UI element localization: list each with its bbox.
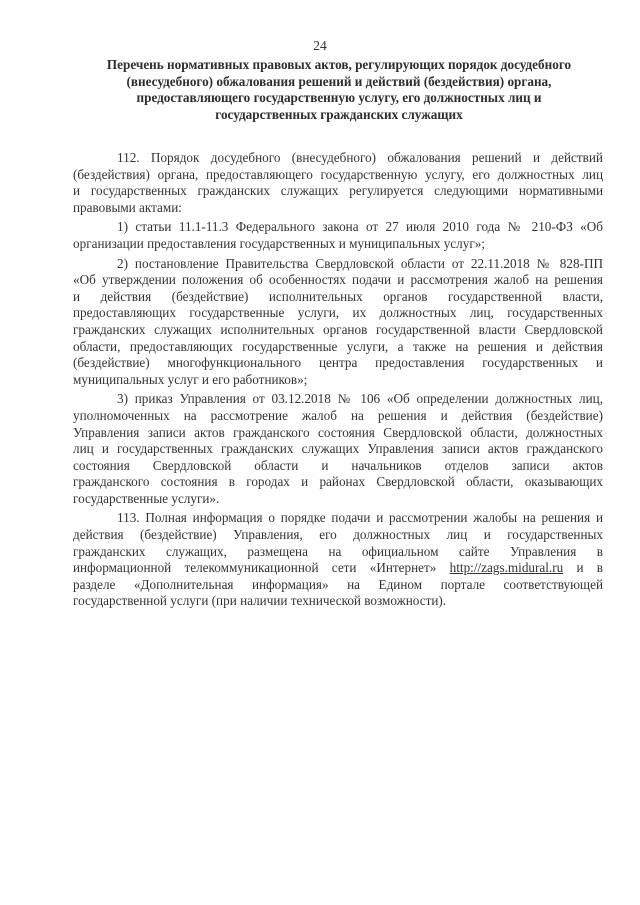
text-line: и государственных гражданских служащих регулируется следующими нормативными <box>73 183 603 199</box>
paragraph-112 <box>73 150 603 216</box>
page-number: 24 <box>313 38 327 53</box>
title-line: предоставляющего государственную услугу, его должностных лиц и <box>136 90 542 105</box>
text-line: состояния Свердловской области и начальников отделов записи актов <box>73 457 603 473</box>
text-line: (бездействия) органа, предоставляющего государственную услугу, его должностных лиц <box>73 166 603 182</box>
text-line: лиц и государственных гражданских служащих Управления записи актов гражданского <box>73 441 603 457</box>
text-line: Управления записи актов гражданского состояния Свердловской области, должностных <box>73 424 603 440</box>
text-line: гражданских служащих исполнительных органов государственной власти Свердловской <box>73 321 603 337</box>
list-item-3 <box>73 391 603 507</box>
text-line: «Об утверждении положения об особенностях подачи и рассмотрения жалоб на решения <box>73 272 603 288</box>
text-line: предоставляющих государственные услуги, их должностных лиц, государственных <box>73 305 603 321</box>
text-line: (бездействие) многофункционального центра предоставления государственных и <box>73 355 603 371</box>
text-line: государственной услуги (при наличии технической возможности). <box>73 593 447 609</box>
text-line: 112. Порядок досудебного (внесудебного) обжалования решений и действий <box>117 150 603 165</box>
list-item-2 <box>73 256 603 389</box>
text-line: организации предоставления государственных и муниципальных услуг»; <box>73 235 485 251</box>
text-fragment: информационной телекоммуникационной сети «Интернет» <box>73 560 450 576</box>
text-line: разделе «Дополнительная информация» на Едином портале соответствующей <box>73 576 603 592</box>
text-line: и действия (бездействие) исполнительных органов государственной власти, <box>73 288 603 304</box>
title-line: государственных гражданских служащих <box>215 106 463 122</box>
text-line: 1) статьи 11.1-11.3 Федерального закона от 27 июля 2010 года № 210-ФЗ «Об <box>117 219 603 235</box>
list-item-1 <box>73 219 603 252</box>
title-line: Перечень нормативных правовых актов, регулирующих порядок досудебного <box>106 57 572 72</box>
text-line: гражданского состояния в городах и районах Свердловской области, оказывающих <box>73 474 603 490</box>
text-line: гражданских служащих, размещена на официальном сайте Управления в <box>73 543 603 559</box>
title-line: (внесудебного) обжалования решений и действий (бездействия) органа, <box>126 73 552 89</box>
website-link[interactable]: http://zags.midural.ru <box>449 560 564 576</box>
text-line: области, предоставляющих государственные услуги, а также на решения и действия <box>73 338 603 354</box>
text-line: муниципальных услуг и его работников»; <box>73 371 308 387</box>
text-line: действия (бездействие) Управления, его должностных лиц и государственных <box>73 527 603 543</box>
text-fragment: и в <box>563 560 603 576</box>
text-line: государственные услуги». <box>73 490 220 506</box>
text-line: 113. Полная информация о порядке подачи и рассмотрении жалобы на решения и <box>117 510 603 526</box>
text-line: уполномоченных на рассмотрение жалоб на решения и действия (бездействие) <box>73 407 603 423</box>
text-line-with-link <box>73 560 603 577</box>
paragraph-113 <box>73 510 603 610</box>
text-line: правовыми актами: <box>73 199 182 215</box>
text-line: 2) постановление Правительства Свердловской области от 22.11.2018 № 828-ПП <box>117 255 603 271</box>
document-body <box>73 150 603 610</box>
text-line: 3) приказ Управления от 03.12.2018 № 106 «Об определении должностных лиц, <box>117 391 603 407</box>
section-title <box>78 57 600 123</box>
